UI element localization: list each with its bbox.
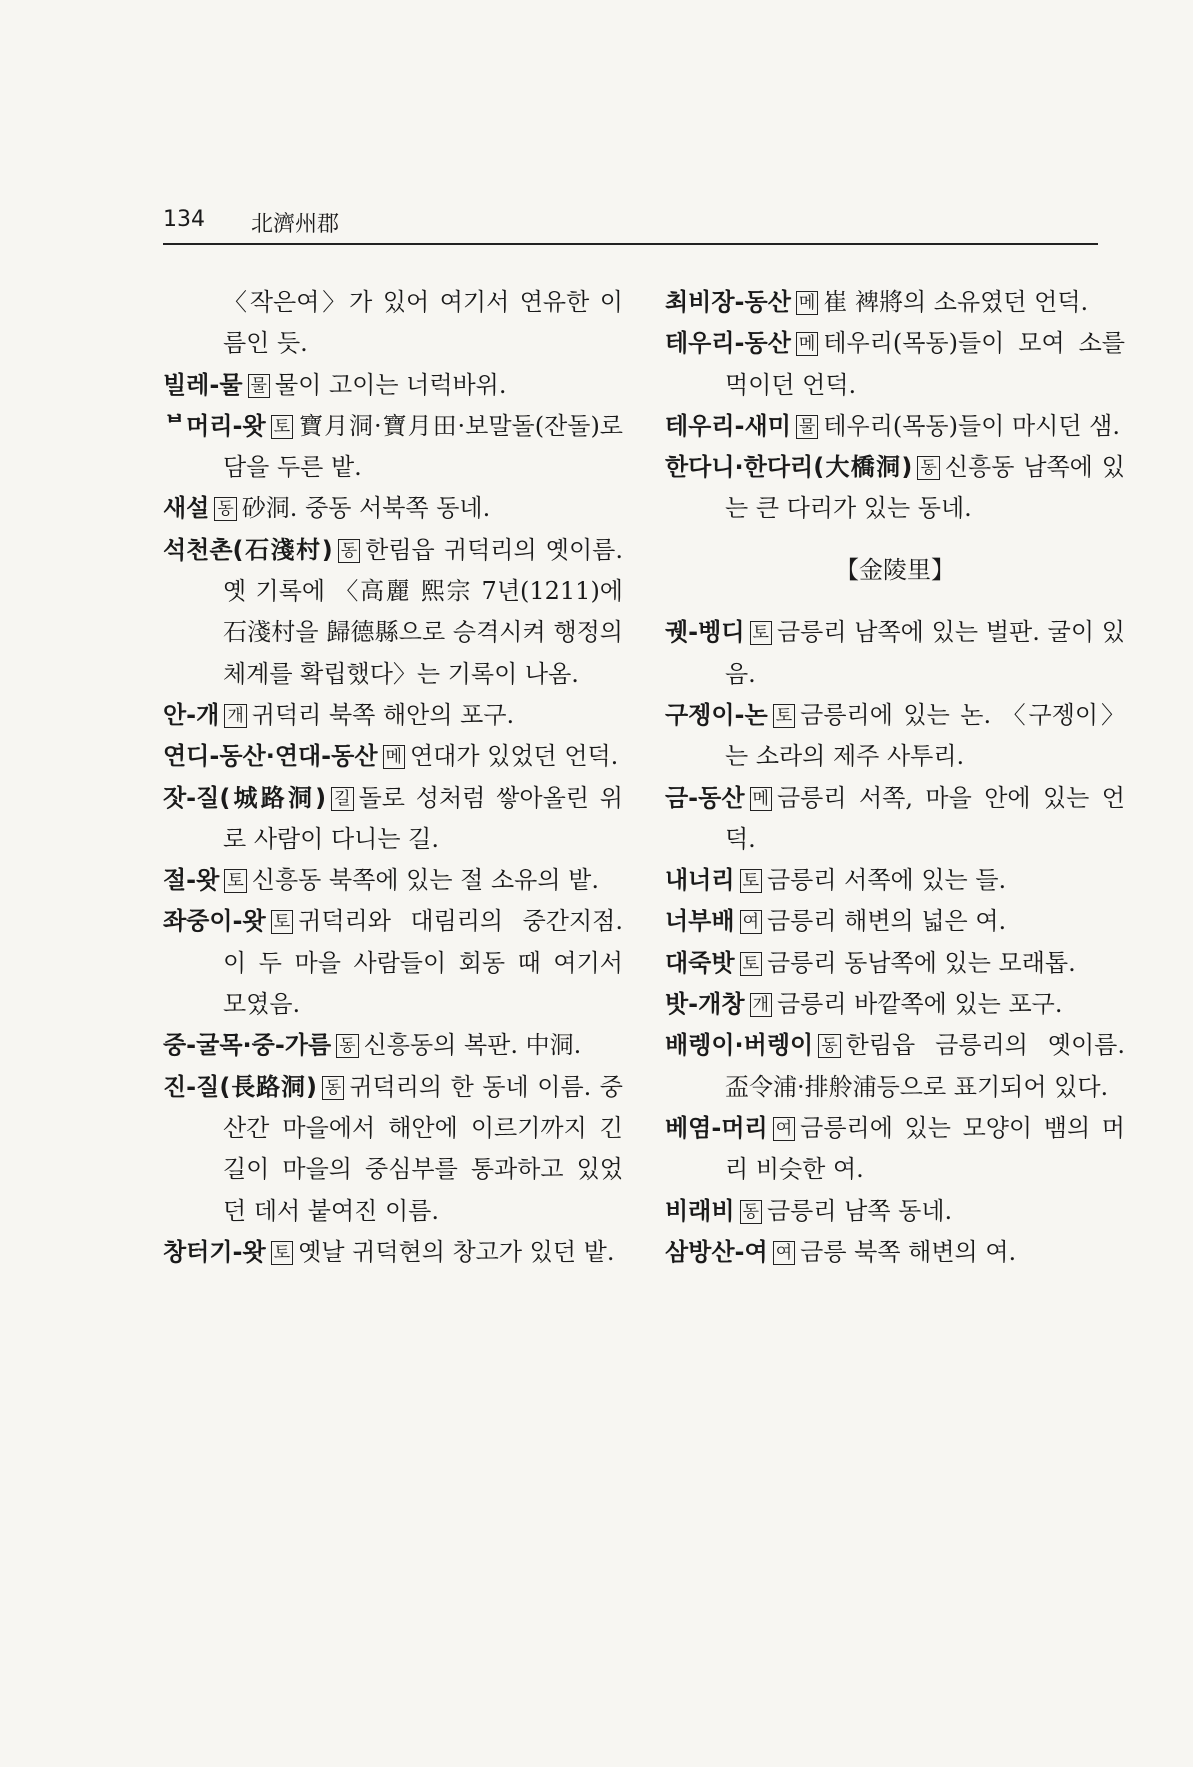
- entry-headword: 베염-머리: [665, 1113, 768, 1142]
- entry-category-tag: 동: [322, 1076, 344, 1100]
- entry-headword: 잣-질(城路洞): [163, 783, 327, 812]
- entry-category-tag: 토: [740, 952, 762, 976]
- dictionary-entry: [665, 282, 1125, 323]
- dictionary-entry: [163, 406, 623, 489]
- section-title: 【金陵里】: [835, 556, 955, 585]
- page-header: [163, 207, 1098, 247]
- entry-headword: 테우리-동산: [665, 329, 791, 358]
- entry-category-tag: 물: [796, 415, 818, 439]
- dictionary-entry: [163, 695, 623, 736]
- entry-headword: 최비장-동산: [665, 288, 791, 316]
- entry-category-tag: 개: [750, 993, 772, 1017]
- dictionary-entry: [163, 282, 623, 365]
- entry-category-tag: 동: [336, 1034, 358, 1058]
- dictionary-entry: [163, 488, 623, 529]
- dictionary-entry: [665, 1025, 1125, 1108]
- entry-category-tag: 메: [796, 332, 818, 356]
- entry-category-tag: 메: [750, 787, 772, 811]
- dictionary-entry: [163, 736, 623, 777]
- right-column-top: [665, 282, 1125, 530]
- entry-definition: 신흥동 북쪽에 있는 절 소유의 밭.: [251, 866, 599, 895]
- entry-category-tag: 토: [271, 1241, 293, 1265]
- entry-headword: 테우리-새미: [665, 411, 791, 440]
- entry-definition: 금릉리에 있는 논. 〈구젱이〉는 소라의 제주 사투리.: [725, 700, 1125, 771]
- dictionary-entry: [665, 943, 1125, 984]
- dictionary-entry: [665, 323, 1125, 406]
- entry-headword: ᄇ머리-왓: [163, 411, 266, 440]
- entry-definition: 금릉리 남쪽에 있는 벌판. 굴이 있음.: [725, 618, 1125, 688]
- dictionary-entry: [665, 860, 1125, 901]
- entry-definition: 귀덕리 북쪽 해안의 포구.: [251, 700, 515, 729]
- entry-definition: 금릉리 서쪽에 있는 들.: [767, 866, 1007, 895]
- entry-definition: 금릉리에 있는 모양이 뱀의 머리 비슷한 여.: [725, 1113, 1125, 1184]
- entry-category-tag: 여: [773, 1241, 795, 1265]
- entry-category-tag: 동: [917, 456, 939, 480]
- entry-headword: 창터기-왓: [163, 1237, 266, 1266]
- dictionary-entry: [163, 860, 623, 901]
- entry-headword: 절-왓: [163, 866, 220, 895]
- entry-category-tag: 동: [338, 539, 360, 563]
- dictionary-entry: [163, 1025, 623, 1066]
- entry-definition: 금릉리 남쪽 동네.: [767, 1196, 953, 1225]
- entry-definition: 물이 고이는 너럭바위.: [274, 370, 507, 399]
- dictionary-entry: [665, 778, 1125, 861]
- entry-definition: 한림읍 금릉리의 옛이름. 盃令浦·排舲浦등으로 표기되어 있다.: [725, 1031, 1125, 1101]
- dictionary-entry: [163, 365, 623, 406]
- entry-headword: 한다니·한다리(大橋洞): [665, 453, 913, 482]
- dictionary-entry: [163, 530, 623, 695]
- entry-category-tag: 메: [383, 745, 405, 769]
- entry-definition: 테우리(목동)들이 모여 소를 먹이던 언덕.: [725, 329, 1125, 399]
- entry-headword: 좌중이-왓: [163, 907, 266, 936]
- entry-category-tag: 물: [248, 374, 270, 398]
- entry-definition: 금릉 북쪽 해변의 여.: [800, 1237, 1017, 1266]
- entry-headword: 비래비: [665, 1196, 735, 1225]
- entry-headword: 안-개: [163, 700, 220, 729]
- entry-headword: 빌레-물: [163, 370, 243, 399]
- entry-definition: 귀덕리의 한 동네 이름. 중산간 마을에서 해안에 이르기까지 긴 길이 마을의 중심부를 통과하고 있었던 데서 붙여진 이름.: [223, 1072, 623, 1225]
- entry-headword: 중-굴목·중-가름: [163, 1031, 332, 1060]
- entry-category-tag: 여: [773, 1117, 795, 1141]
- dictionary-entry: [665, 1191, 1125, 1232]
- dictionary-entry: [163, 1067, 623, 1232]
- entry-category-tag: 동: [214, 497, 236, 521]
- entry-definition: 테우리(목동)들이 마시던 샘.: [823, 411, 1120, 440]
- entry-definition: 砂洞. 중동 서북쪽 동네.: [241, 494, 491, 523]
- dictionary-entry: [665, 406, 1125, 447]
- entry-category-tag: 토: [773, 704, 795, 728]
- entry-headword: 밧-개창: [665, 990, 745, 1019]
- entry-definition: 한림읍 귀덕리의 옛이름. 옛 기록에 〈高麗 熙宗 7년(1211)에 石淺村을 歸德縣으로 승격시켜 행정의 체계를 확립했다〉는 기록이 나옴.: [223, 535, 623, 688]
- entry-headword: 내너리: [665, 866, 735, 895]
- entry-headword: 진-질(長路洞): [163, 1072, 317, 1101]
- entry-definition: 금릉리 동남쪽에 있는 모래톱.: [767, 948, 1076, 977]
- entry-category-tag: 토: [740, 869, 762, 893]
- entry-definition: 寶月洞·寶月田·보말돌(잔돌)로 담을 두른 밭.: [223, 411, 623, 482]
- dictionary-entry: [665, 984, 1125, 1025]
- right-column: [665, 282, 1125, 1273]
- entry-definition: 〈작은여〉가 있어 여기서 연유한 이름인 듯.: [223, 288, 623, 358]
- entry-definition: 금릉리 해변의 넓은 여.: [767, 907, 1007, 936]
- running-title: 北濟州郡: [251, 212, 340, 237]
- entry-definition: 돌로 성처럼 쌓아올린 위로 사람이 다니는 길.: [223, 783, 623, 853]
- entry-headword: 대죽밧: [665, 948, 735, 977]
- entry-category-tag: 길: [331, 787, 353, 811]
- dictionary-entry: [665, 1108, 1125, 1191]
- page-number: 134: [163, 207, 205, 232]
- entry-headword: 석천촌(石淺村): [163, 535, 333, 564]
- entry-headword: 구젱이-논: [665, 700, 768, 729]
- entry-definition: 옛날 귀덕현의 창고가 있던 밭.: [298, 1237, 615, 1266]
- right-column-bottom: [665, 612, 1125, 1273]
- entry-definition: 금릉리 바깥쪽에 있는 포구.: [776, 990, 1063, 1019]
- dictionary-entry: [665, 447, 1125, 530]
- entry-definition: 귀덕리와 대림리의 중간지점. 이 두 마을 사람들이 회동 때 여기서 모였음.: [223, 907, 623, 1019]
- entry-headword: 연디-동산·연대-동산: [163, 742, 378, 771]
- header-rule: [163, 243, 1098, 245]
- dictionary-entry: [163, 778, 623, 861]
- entry-category-tag: 토: [271, 910, 293, 934]
- dictionary-entry: [665, 612, 1125, 695]
- dictionary-entry: [665, 695, 1125, 778]
- entry-category-tag: 토: [224, 869, 246, 893]
- entry-headword: 배렝이·버렝이: [665, 1031, 814, 1060]
- entry-category-tag: 여: [740, 910, 762, 934]
- entry-definition: 신흥동 남쪽에 있는 큰 다리가 있는 동네.: [725, 453, 1125, 523]
- dictionary-entry: [665, 1232, 1125, 1273]
- entry-category-tag: 동: [740, 1200, 762, 1224]
- dictionary-entry: [163, 901, 623, 1025]
- entry-definition: 崔 裨將의 소유였던 언덕.: [823, 288, 1089, 316]
- entry-category-tag: 토: [750, 621, 772, 645]
- entry-category-tag: 개: [224, 704, 246, 728]
- entry-headword: 궷-벵디: [665, 618, 745, 647]
- entry-category-tag: 토: [271, 415, 293, 439]
- entry-definition: 연대가 있었던 언덕.: [409, 742, 619, 771]
- entry-definition: 금릉리 서쪽, 마을 안에 있는 언덕.: [725, 783, 1125, 853]
- dictionary-entry: [163, 1232, 623, 1273]
- entry-headword: 삼방산-여: [665, 1237, 768, 1266]
- entry-category-tag: 동: [818, 1034, 840, 1058]
- dictionary-entry: [665, 901, 1125, 942]
- entry-category-tag: 메: [796, 291, 818, 315]
- entry-definition: 신흥동의 복판. 中洞.: [363, 1031, 582, 1060]
- entry-headword: 금-동산: [665, 783, 745, 812]
- entry-headword: 너부배: [665, 907, 735, 936]
- left-column: [163, 282, 623, 1273]
- entry-headword: 새설: [163, 494, 210, 523]
